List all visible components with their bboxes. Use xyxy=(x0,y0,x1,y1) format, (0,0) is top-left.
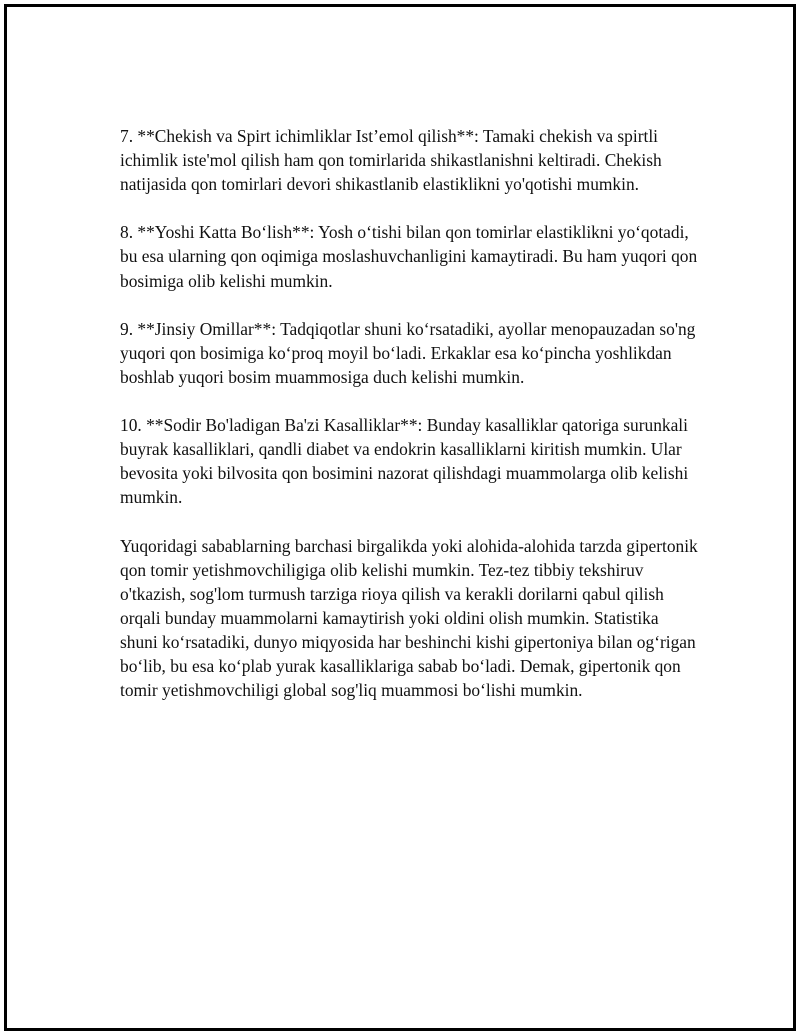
paragraph-older-age: 8. **Yoshi Katta Boʻlish**: Yosh oʻtishi bilan qon tomirlar elastiklikni yoʻqotadi, bu esa ularning qon oqimiga moslashuvchanligini kamaytiradi. Bu ham yuqori qon bosimiga olib kelishi mumkin. xyxy=(120,222,698,291)
paragraph-conclusion: Yuqoridagi sabablarning barchasi birgalikda yoki alohida-alohida tarzda gipertonik qon tomir yetishmovchiligiga olib kelishi mumkin. Tez-tez tibbiy tekshiruv o'tkazish, sog'lom turmush tarziga rioya qilish va kerakli dorilarni qabul qilish orqali bunday muammolarni kamaytirish yoki oldini olish mumkin. Statistika shuni koʻrsatadiki, dunyo miqyosida har beshinchi kishi gipertoniya bilan ogʻrigan boʻlib, bu esa koʻplab yurak kasalliklariga sabab boʻladi. Demak, gipertonik qon tomir yetishmovchiligi global sog'liq muammosi boʻlishi mumkin. xyxy=(120,535,698,701)
paragraph-gender-factors: 9. **Jinsiy Omillar**: Tadqiqotlar shuni koʻrsatadiki, ayollar menopauzadan so'ng yuqori qon bosimiga koʻproq moyil boʻladi. Erkaklar esa koʻpincha yoshlikdan boshlab yuqori bosim muammosiga duch kelishi mumkin. xyxy=(120,318,696,387)
page-border xyxy=(4,4,796,1031)
paragraph-related-diseases: 10. **Sodir Bo'ladigan Ba'zi Kasalliklar**: Bunday kasalliklar qatoriga surunkali buyrak kasalliklari, qandli diabet va endokrin kasalliklarni kiritish mumkin. Ular bevosita yoki bilvosita qon bosimini nazorat qilishdagi muammolarga olib kelishi mumkin. xyxy=(120,415,689,508)
document-body xyxy=(120,124,700,726)
paragraph-smoking-alcohol: 7. **Chekish va Spirt ichimliklar Ist’emol qilish**: Tamaki chekish va spirtli ichimlik iste'mol qilish ham qon tomirlarida shikastlanishni keltiradi. Chekish natijasida qon tomirlari devori shikastlanib elastiklikni yo'qotishi mumkin. xyxy=(120,126,662,195)
